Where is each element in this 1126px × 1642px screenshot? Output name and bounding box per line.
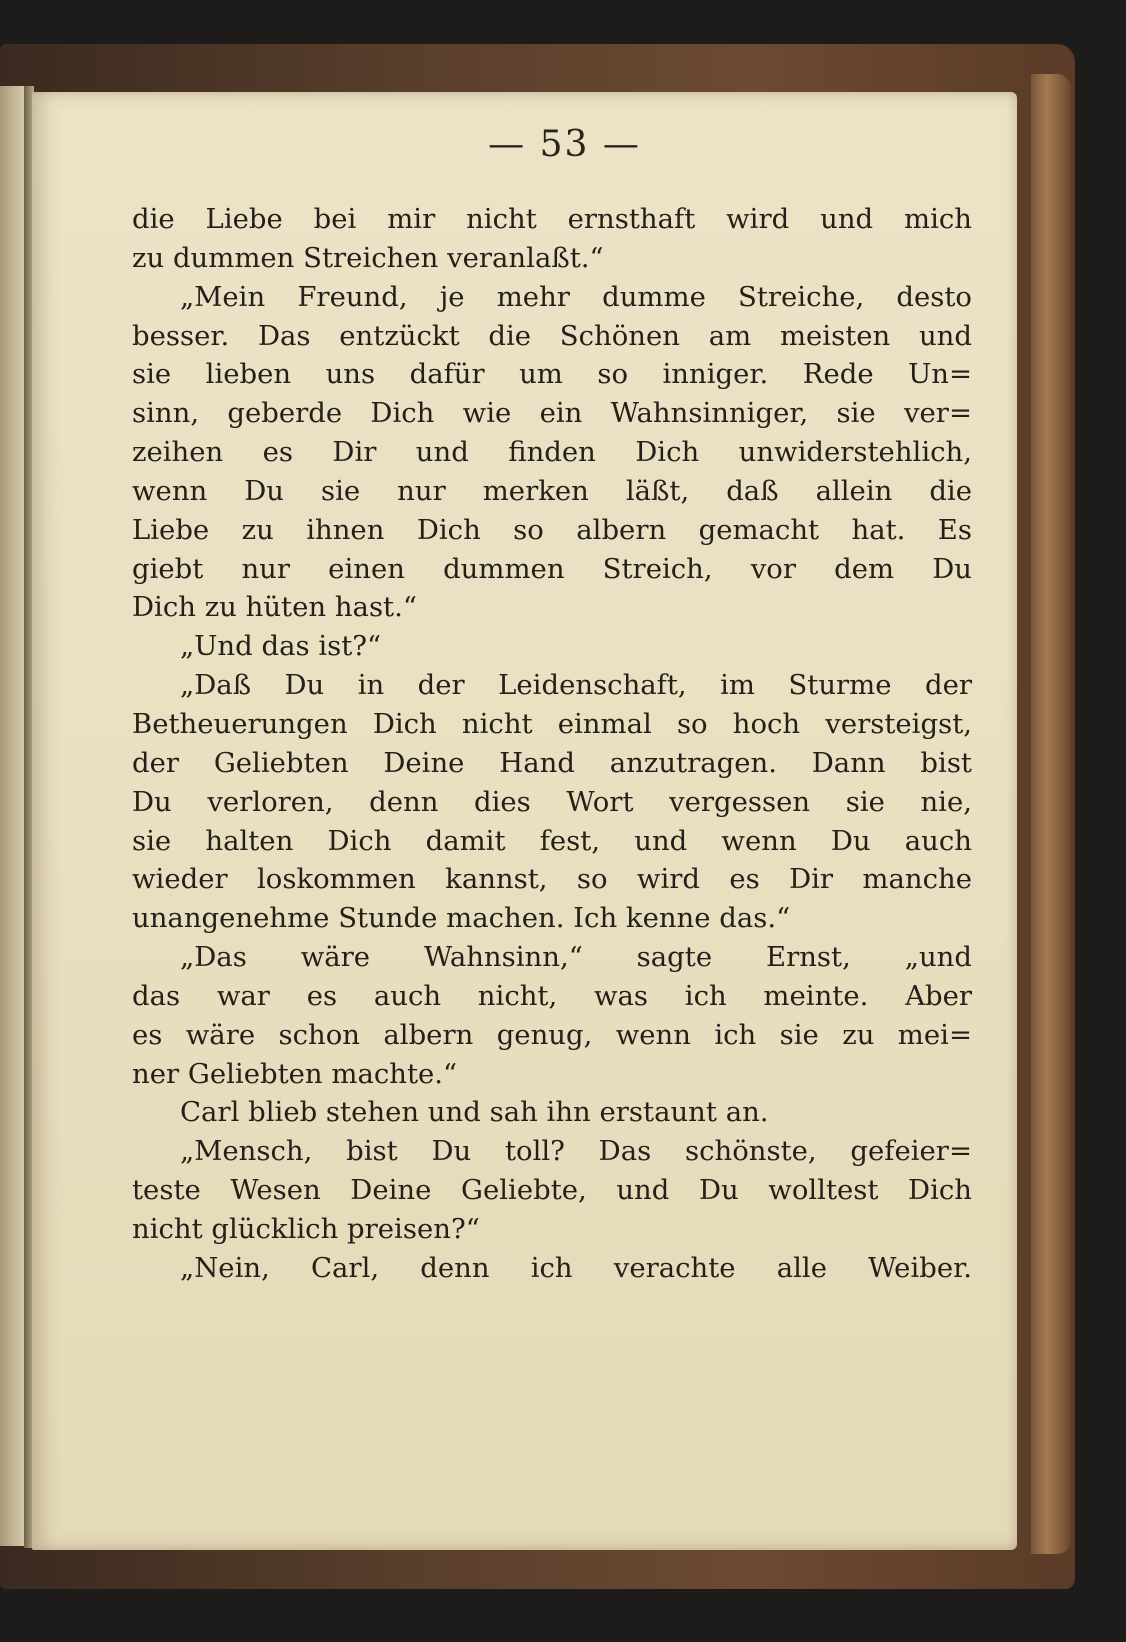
text-line: zu dummen Streichen veranlaßt.“ [132, 241, 604, 274]
text-line: das war es auch nicht, was ich meinte. Aber [132, 979, 972, 1012]
text-line: sie halten Dich damit fest, und wenn Du auch [132, 824, 972, 857]
text-line: der Geliebten Deine Hand anzutragen. Dann bist [132, 746, 972, 779]
text-line: „Daß Du in der Leidenschaft, im Sturme der [180, 669, 972, 702]
text-line: unangenehme Stunde machen. Ich kenne das.“ [132, 902, 791, 935]
cover-edge [1031, 74, 1071, 1554]
text-line: nicht glücklich preisen?“ [132, 1212, 480, 1245]
page-text [132, 200, 972, 1288]
text-line: „Nein, Carl, denn ich verachte alle Weiber. [180, 1251, 972, 1284]
text-line: besser. Das entzückt die Schönen am meisten und [132, 319, 972, 352]
left-page-edge [0, 86, 26, 1546]
text-line: ner Geliebten machte.“ [132, 1057, 458, 1090]
text-line: Liebe zu ihnen Dich so albern gemacht hat. Es [132, 513, 972, 546]
text-line: es wäre schon albern genug, wenn ich sie zu mei= [132, 1018, 972, 1051]
text-line: wieder loskommen kannst, so wird es Dir manche [132, 863, 972, 896]
text-line: „Mensch, bist Du toll? Das schönste, gefeier= [180, 1135, 972, 1168]
text-line: die Liebe bei mir nicht ernsthaft wird und mich [132, 203, 972, 235]
text-line: Du verloren, denn dies Wort vergessen sie nie, [132, 785, 972, 818]
text-line: „Mein Freund, je mehr dumme Streiche, desto [180, 280, 972, 313]
text-line: sie lieben uns dafür um so inniger. Rede Un= [132, 358, 972, 391]
text-line: Carl blieb stehen und sah ihn erstaunt an. [180, 1096, 769, 1129]
text-line: giebt nur einen dummen Streich, vor dem Du [132, 552, 972, 585]
text-line: teste Wesen Deine Geliebte, und Du wolltest Dich [132, 1174, 972, 1207]
text-line: „Und das ist?“ [180, 630, 382, 663]
text-line: wenn Du sie nur merken läßt, daß allein die [132, 474, 972, 507]
text-line: Dich zu hüten hast.“ [132, 591, 417, 624]
page-number: — 53 — [488, 124, 641, 165]
text-line: sinn, geberde Dich wie ein Wahnsinniger, sie ver= [132, 397, 972, 430]
text-line: „Das wäre Wahnsinn,“ sagte Ernst, „und [180, 941, 972, 974]
text-line: zeihen es Dir und finden Dich unwiderstehlich, [132, 436, 972, 469]
book-page [32, 92, 1017, 1550]
text-line: Betheuerungen Dich nicht einmal so hoch versteigst, [132, 707, 972, 740]
